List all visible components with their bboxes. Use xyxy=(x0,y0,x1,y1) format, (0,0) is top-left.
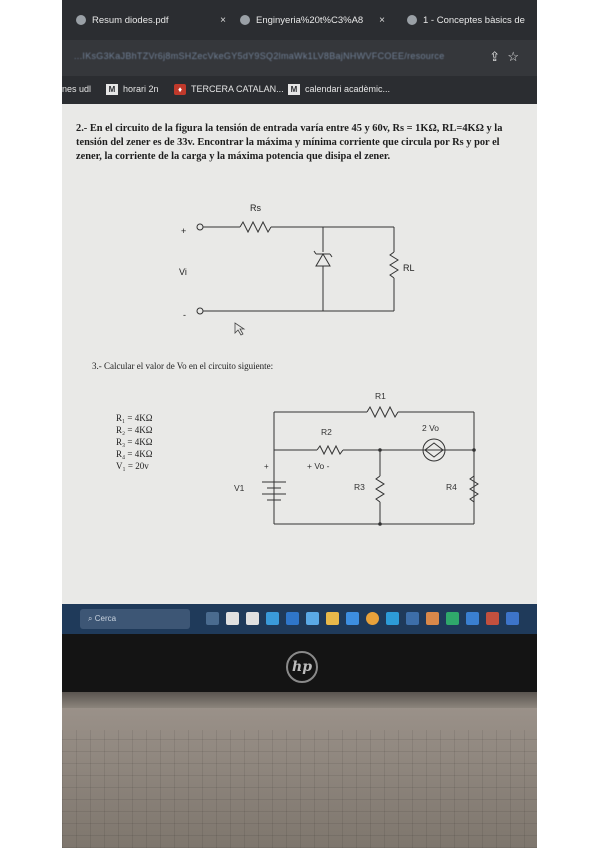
keyboard-area xyxy=(62,730,537,848)
problem-3-text: 3.- Calcular el valor de Vo en el circuito siguiente: xyxy=(92,361,274,371)
value-r4: R₄ = 4KΩ xyxy=(116,449,153,459)
chrome-icon[interactable] xyxy=(366,612,379,625)
bookmark-label: calendari acadèmic... xyxy=(305,84,391,94)
globe-icon xyxy=(240,15,250,25)
moodle-icon: M xyxy=(106,84,118,95)
widgets-icon[interactable] xyxy=(206,612,219,625)
v1-polarity-plus: + xyxy=(264,462,269,471)
r1-label: R1 xyxy=(375,391,386,401)
v1-label: V1 xyxy=(234,483,245,493)
vi-label: Vi xyxy=(179,267,187,277)
bookmark-horari[interactable] xyxy=(106,84,159,95)
app-icon[interactable] xyxy=(346,612,359,625)
mouse-cursor-icon xyxy=(235,323,244,335)
tab-bar xyxy=(62,0,537,40)
bookmark-label: nes udl xyxy=(62,84,92,94)
bookmark-nes-udl[interactable] xyxy=(62,84,91,94)
plus-terminal: + xyxy=(181,226,187,236)
value-v1: V₁ = 20v xyxy=(116,461,149,471)
value-r3: R₃ = 4KΩ xyxy=(116,437,153,447)
star-icon[interactable]: ☆ xyxy=(507,49,519,64)
r3-label: R3 xyxy=(354,482,365,492)
problem-2-text: 2.- En el circuito de la figura la tensión de entrada varía entre 45 y 60v, Rs = 1KΩ, RL=4KΩ y la tensión del zener es de 33v. Encontrar la máxima y mínima corriente que circula por Rs y por el zener, la corriente de la carga y la máxima potencia que disipa el zener. xyxy=(76,123,503,162)
tab-conceptes[interactable] xyxy=(407,10,537,32)
rs-label: Rs xyxy=(250,203,261,213)
shield-icon: ♦ xyxy=(174,84,186,95)
address-text: ...IKsG3KaJBhTZVr6j8mSHZecVkeGY5dY9SQ2lmaWk1LV8BajNHWVFCOEE/resource xyxy=(74,51,445,61)
r4-label: R4 xyxy=(446,482,457,492)
r2-label: R2 xyxy=(321,427,332,437)
value-r2: R₂ = 4KΩ xyxy=(116,425,153,435)
task-view-icon[interactable] xyxy=(226,612,239,625)
tab-label: Enginyeria%20t%C3%A8 xyxy=(256,15,364,26)
spotify-icon[interactable] xyxy=(446,612,459,625)
address-bar[interactable] xyxy=(62,40,537,76)
bookmark-calendari[interactable] xyxy=(288,84,390,95)
rl-label: RL xyxy=(403,263,415,273)
app-icon[interactable] xyxy=(406,612,419,625)
folder-icon[interactable] xyxy=(326,612,339,625)
value-r1: R₁ = 4KΩ xyxy=(116,413,153,423)
pdf-icon xyxy=(76,15,86,25)
install-icon[interactable]: ⇪ xyxy=(489,49,501,64)
tab-resum-diodes[interactable] xyxy=(76,10,226,32)
taskbar-search[interactable] xyxy=(80,609,190,629)
edge-icon[interactable] xyxy=(266,612,279,625)
store-icon[interactable] xyxy=(306,612,319,625)
bookmark-label: TERCERA CATALAN... xyxy=(191,84,284,94)
dependent-source-label: 2 Vo xyxy=(422,423,440,433)
tab-label: Resum diodes.pdf xyxy=(92,15,169,26)
app-icon[interactable] xyxy=(386,612,399,625)
taskbar xyxy=(62,604,537,634)
bookmark-tercera[interactable] xyxy=(174,84,284,95)
bookmark-label: horari 2n xyxy=(123,84,159,94)
app-icon[interactable] xyxy=(426,612,439,625)
vo-label: + Vo - xyxy=(307,461,330,471)
close-icon[interactable]: × xyxy=(220,15,226,26)
address-actions xyxy=(489,49,519,65)
photo-frame xyxy=(62,0,537,848)
mail-icon[interactable] xyxy=(286,612,299,625)
zener-circuit-diagram xyxy=(62,104,537,604)
laptop-hinge xyxy=(62,692,537,708)
tab-label: 1 - Conceptes bàsics de xyxy=(423,15,525,26)
close-icon[interactable]: × xyxy=(379,15,385,26)
search-placeholder: Cerca xyxy=(94,614,117,623)
hp-logo: hp xyxy=(286,651,318,683)
moodle-icon: M xyxy=(288,84,300,95)
app-icon[interactable] xyxy=(466,612,479,625)
pdf-page xyxy=(62,104,537,604)
files-icon[interactable] xyxy=(246,612,259,625)
app-icon[interactable] xyxy=(486,612,499,625)
globe-icon xyxy=(407,15,417,25)
minus-terminal: - xyxy=(183,310,186,320)
bookmarks-bar xyxy=(62,76,537,104)
word-icon[interactable] xyxy=(506,612,519,625)
search-icon: ⌕ xyxy=(88,614,93,623)
tab-enginyeria[interactable] xyxy=(240,10,385,32)
component-values xyxy=(116,412,152,472)
